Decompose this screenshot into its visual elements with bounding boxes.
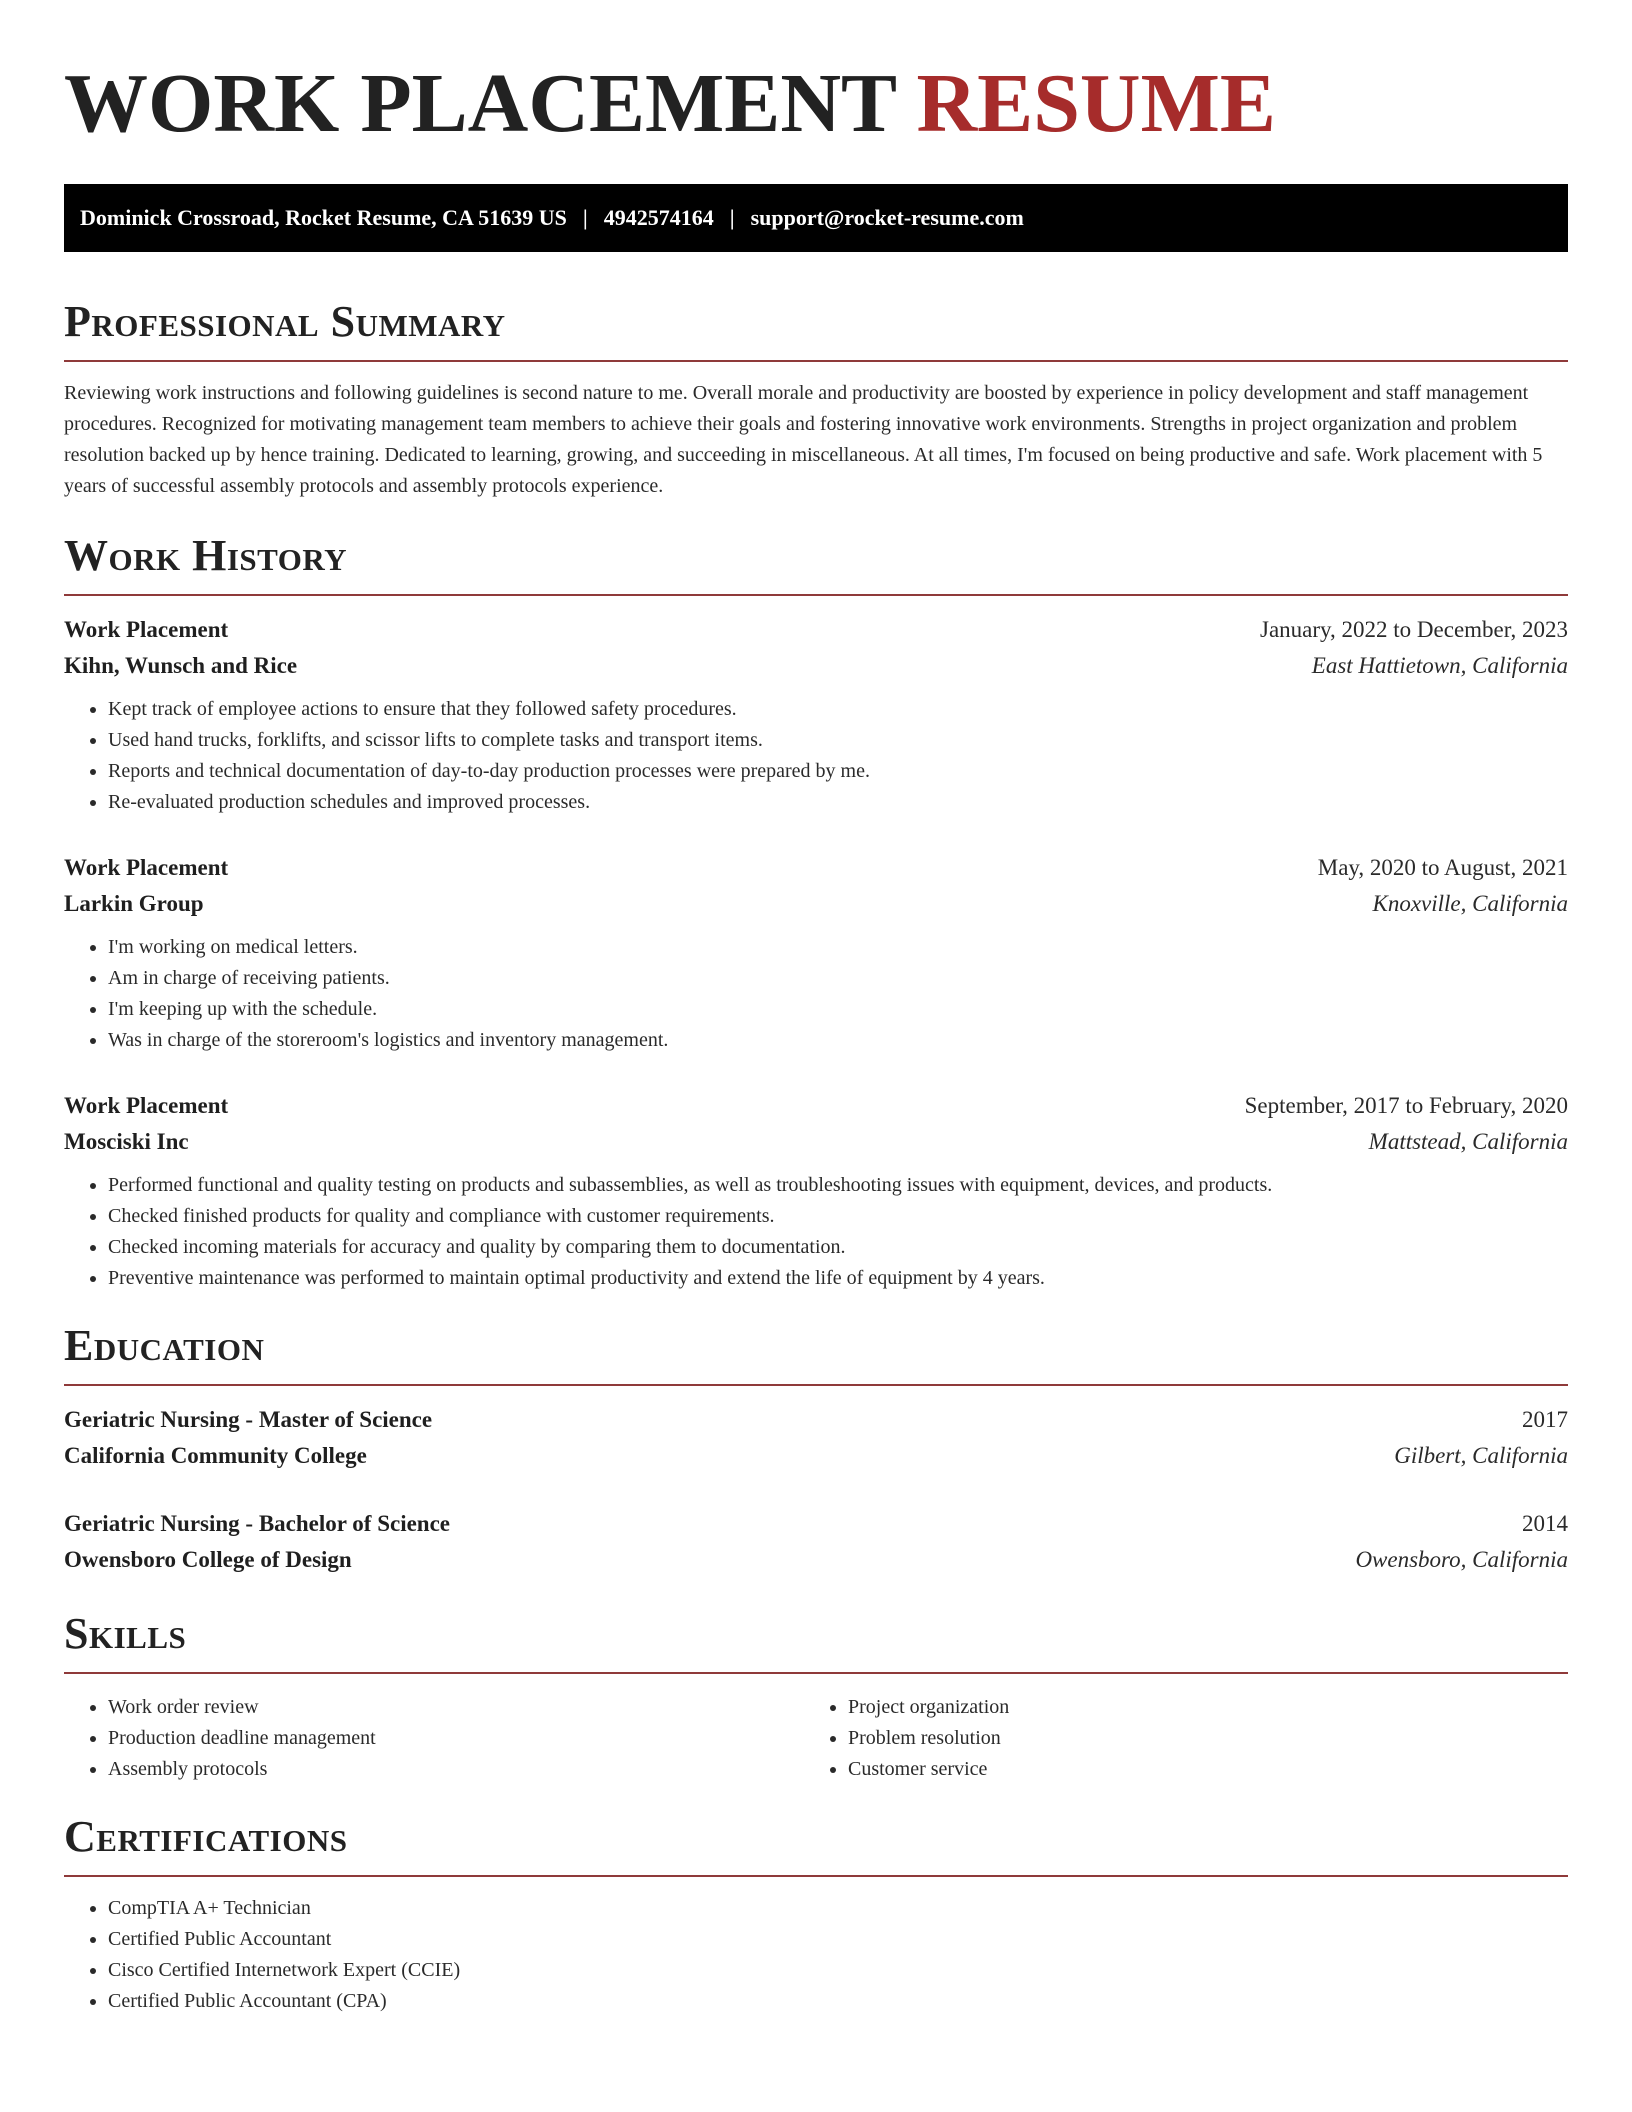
job-role: Work Placement — [64, 855, 229, 880]
job-location: Mattstead, California — [1368, 1129, 1568, 1154]
skills-column-left — [64, 1682, 804, 1785]
education-year: 2017 — [1522, 1407, 1568, 1432]
section-divider — [64, 1875, 1568, 1877]
summary-section — [64, 296, 1568, 502]
education-entry — [64, 1402, 1568, 1474]
certifications-section — [64, 1811, 1568, 2017]
section-title-work-history: Work History — [64, 531, 348, 580]
job-bullets — [64, 1170, 1568, 1294]
job-entry — [64, 612, 1568, 818]
job-header-row — [64, 612, 1568, 648]
job-location: East Hattietown, California — [1311, 653, 1568, 678]
list-item: • CompTIA A+ Technician — [108, 1893, 1568, 1924]
job-company: Kihn, Wunsch and Rice — [64, 653, 298, 678]
contact-phone: 4942574164 — [603, 205, 714, 230]
list-item: • Cisco Certified Internetwork Expert (CCIE) — [108, 1955, 1568, 1986]
education-school-row — [64, 1438, 1568, 1474]
job-company-row — [64, 1124, 1568, 1160]
list-item: • Production deadline management — [108, 1723, 804, 1754]
job-dates: January, 2022 to December, 2023 — [1260, 617, 1568, 642]
job-dates: May, 2020 to August, 2021 — [1317, 855, 1568, 880]
job-entry — [64, 850, 1568, 1056]
section-title-education: Education — [64, 1321, 265, 1370]
education-entry — [64, 1506, 1568, 1578]
job-dates: September, 2017 to February, 2020 — [1244, 1093, 1568, 1118]
education-degree-row — [64, 1506, 1568, 1542]
job-header-row — [64, 850, 1568, 886]
section-title-summary: Professional Summary — [64, 297, 506, 346]
certifications-list — [64, 1893, 1568, 2017]
list-item: • I'm working on medical letters. — [108, 932, 1568, 963]
list-item: • Problem resolution — [848, 1723, 1544, 1754]
section-divider — [64, 360, 1568, 362]
resume-title — [64, 0, 1568, 152]
skills-section — [64, 1608, 1568, 1785]
skills-column-right — [804, 1682, 1544, 1785]
section-divider — [64, 1384, 1568, 1386]
job-location: Knoxville, California — [1372, 891, 1568, 916]
job-company: Larkin Group — [64, 891, 204, 916]
list-item: • Certified Public Accountant — [108, 1924, 1568, 1955]
list-item: • Certified Public Accountant (CPA) — [108, 1986, 1568, 2017]
title-accent: RESUME — [916, 57, 1276, 150]
section-divider — [64, 594, 1568, 596]
contact-separator: | — [582, 205, 588, 230]
job-role: Work Placement — [64, 1093, 229, 1118]
section-title-certifications: Certifications — [64, 1812, 348, 1861]
list-item: • Reports and technical documentation of day-to-day production processes were prepared by me. — [108, 756, 1568, 787]
list-item: • Re-evaluated production schedules and improved processes. — [108, 787, 1568, 818]
education-degree-row — [64, 1402, 1568, 1438]
list-item: • Checked finished products for quality and compliance with customer requirements. — [108, 1201, 1568, 1232]
job-bullets — [64, 932, 1568, 1056]
list-item: • Work order review — [108, 1692, 804, 1723]
list-item: • Checked incoming materials for accuracy and quality by comparing them to documentation. — [108, 1232, 1568, 1263]
work-history-section — [64, 530, 1568, 1294]
education-school: Owensboro College of Design — [64, 1547, 352, 1572]
skills-grid — [64, 1682, 1568, 1785]
list-item: • Am in charge of receiving patients. — [108, 963, 1568, 994]
job-role: Work Placement — [64, 617, 229, 642]
job-company: Mosciski Inc — [64, 1129, 189, 1154]
job-company-row — [64, 648, 1568, 684]
contact-bar — [64, 184, 1568, 252]
list-item: • I'm keeping up with the schedule. — [108, 994, 1568, 1025]
title-main: WORK PLACEMENT — [64, 57, 896, 150]
contact-separator: | — [729, 205, 735, 230]
education-degree: Geriatric Nursing - Bachelor of Science — [64, 1511, 451, 1536]
education-location: Owensboro, California — [1355, 1547, 1568, 1572]
education-location: Gilbert, California — [1394, 1443, 1568, 1468]
list-item: • Was in charge of the storeroom's logistics and inventory management. — [108, 1025, 1568, 1056]
job-bullets — [64, 694, 1568, 818]
list-item: • Performed functional and quality testing on products and subassemblies, as well as troubleshooting issues with equipment, devices, and products. — [108, 1170, 1568, 1201]
skills-list — [64, 1692, 804, 1785]
section-divider — [64, 1672, 1568, 1674]
job-entry — [64, 1088, 1568, 1294]
education-year: 2014 — [1522, 1511, 1568, 1536]
list-item: • Project organization — [848, 1692, 1544, 1723]
summary-text: Reviewing work instructions and following guidelines is second nature to me. Overall morale and productivity are boosted by experience in policy development and staff management procedures. Recognized for motivating management team members to achieve their goals and fostering innovative work environments. Strengths in project organization and problem resolution backed up by hence training. Dedicated to learning, growing, and succeeding in miscellaneous. At all times, I'm focused on being productive and safe. Work placement with 5 years of successful assembly protocols and assembly protocols experience. — [64, 382, 1543, 497]
list-item: • Used hand trucks, forklifts, and scissor lifts to complete tasks and transport items. — [108, 725, 1568, 756]
list-item: • Kept track of employee actions to ensure that they followed safety procedures. — [108, 694, 1568, 725]
education-section — [64, 1320, 1568, 1578]
contact-address: Dominick Crossroad, Rocket Resume, CA 51639 US — [80, 205, 567, 230]
list-item: • Preventive maintenance was performed to maintain optimal productivity and extend the life of equipment by 4 years. — [108, 1263, 1568, 1294]
list-item: • Assembly protocols — [108, 1754, 804, 1785]
job-company-row — [64, 886, 1568, 922]
education-degree: Geriatric Nursing - Master of Science — [64, 1407, 433, 1432]
education-school-row — [64, 1542, 1568, 1578]
list-item: • Customer service — [848, 1754, 1544, 1785]
contact-email: support@rocket-resume.com — [750, 205, 1024, 230]
education-school: California Community College — [64, 1443, 367, 1468]
section-title-skills: Skills — [64, 1609, 187, 1658]
job-header-row — [64, 1088, 1568, 1124]
skills-list — [804, 1692, 1544, 1785]
